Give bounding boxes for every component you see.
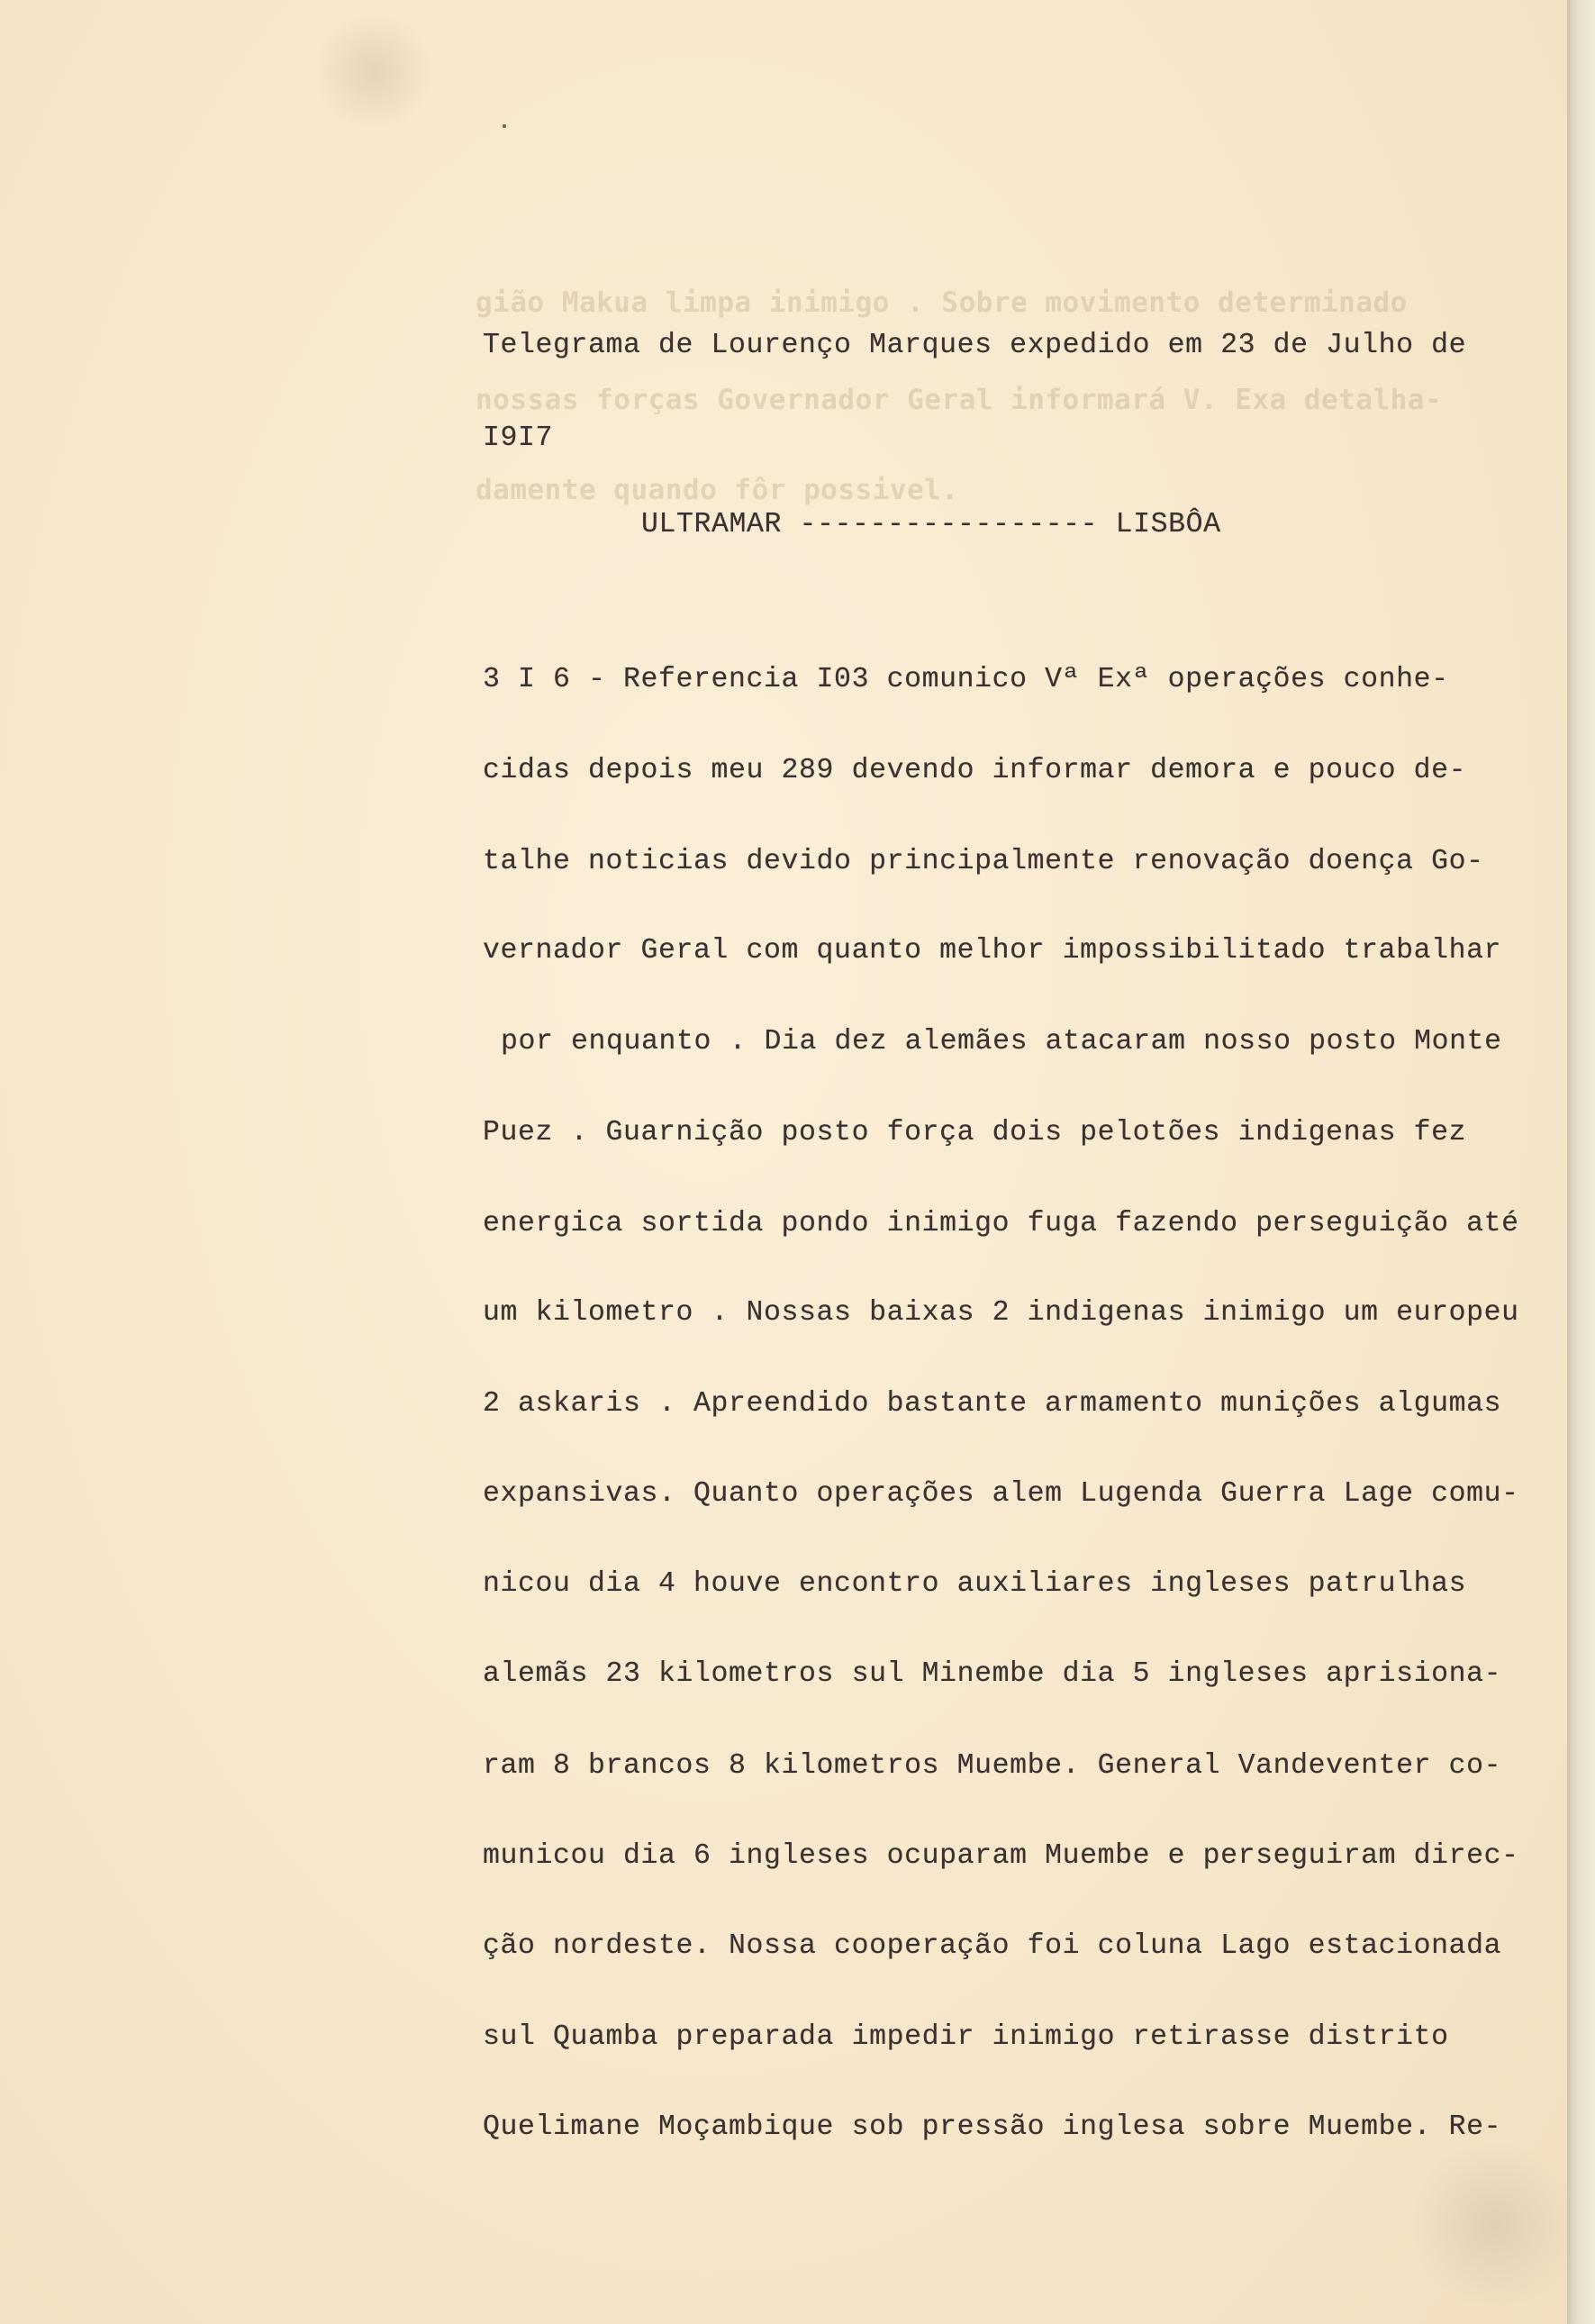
body-line-13: ram 8 brancos 8 kilometros Muembe. General Vandeventer co- bbox=[483, 1750, 1502, 1782]
body-line-6: Puez . Guarnição posto força dois pelotões indigenas fez bbox=[483, 1117, 1467, 1148]
body-line-16: sul Quamba preparada impedir inimigo retirasse distrito bbox=[483, 2021, 1449, 2053]
ink-speck bbox=[503, 124, 506, 128]
body-line-9: 2 askaris . Apreendido bastante armamento munições algumas bbox=[483, 1388, 1502, 1420]
body-line-8: um kilometro . Nossas baixas 2 indigenas inimigo um europeu bbox=[483, 1297, 1519, 1329]
body-line-15: ção nordeste. Nossa cooperação foi coluna Lago estacionada bbox=[483, 1930, 1502, 1962]
telegram-heading: Telegrama de Lourenço Marques expedido em 23 de Julho de bbox=[483, 330, 1467, 361]
body-line-5: por enquanto . Dia dez alemães atacaram nosso posto Monte bbox=[501, 1026, 1502, 1058]
body-line-12: alemãs 23 kilometros sul Minembe dia 5 ingleses aprisiona- bbox=[483, 1658, 1502, 1690]
body-line-10: expansivas. Quanto operações alem Lugenda Guerra Lage comu- bbox=[483, 1478, 1519, 1510]
bleed-through-line-1: gião Makua limpa inimigo . Sobre movimento determinado bbox=[476, 286, 1408, 319]
bleed-through-line-2: nossas forças Governador Geral informará V. Exa detalha- bbox=[476, 384, 1443, 416]
route-line: ULTRAMAR ----------------- LISBÔA bbox=[641, 509, 1221, 540]
body-line-14: municou dia 6 ingleses ocuparam Muembe e perseguiram direc- bbox=[483, 1840, 1519, 1872]
body-line-7: energica sortida pondo inimigo fuga fazendo perseguição até bbox=[483, 1208, 1519, 1239]
body-line-2: cidas depois meu 289 devendo informar demora e pouco de- bbox=[483, 755, 1467, 786]
telegram-year: I9I7 bbox=[483, 422, 554, 454]
body-line-1: 3 I 6 - Referencia I03 comunico Vª Exª operações conhe- bbox=[483, 664, 1449, 695]
body-line-4: vernador Geral com quanto melhor impossibilitado trabalhar bbox=[483, 935, 1502, 967]
stain-bottom-right bbox=[1405, 2144, 1567, 2306]
body-line-11: nicou dia 4 houve encontro auxiliares ingleses patrulhas bbox=[483, 1568, 1467, 1600]
stain-top-left bbox=[306, 18, 441, 126]
body-line-3: talhe noticias devido principalmente renovação doença Go- bbox=[483, 846, 1484, 877]
bleed-through-line-3: damente quando fôr possivel. bbox=[476, 474, 959, 506]
body-line-17: Quelimane Moçambique sob pressão inglesa sobre Muembe. Re- bbox=[483, 2111, 1502, 2143]
scan-background-edge bbox=[1567, 0, 1595, 2324]
